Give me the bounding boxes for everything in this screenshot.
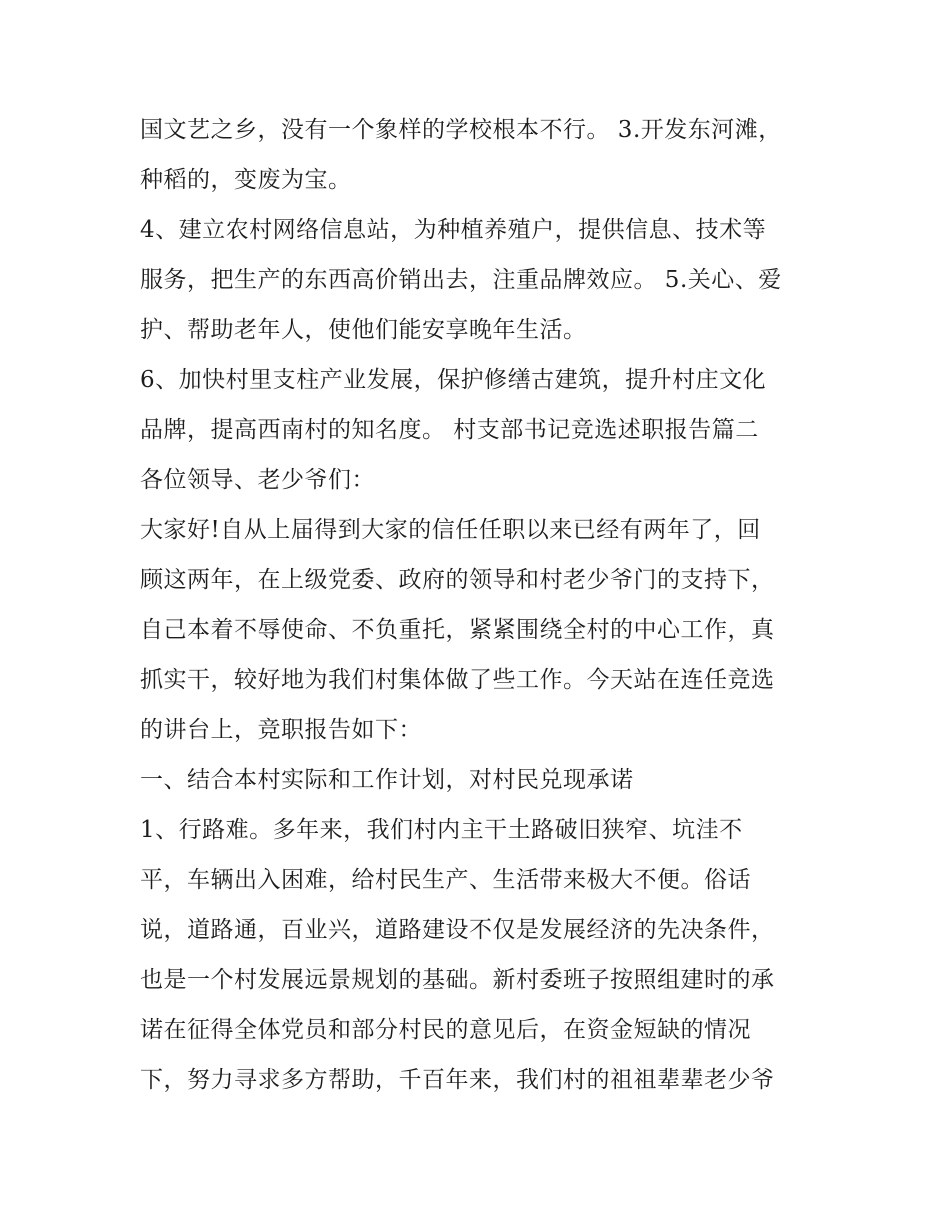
text-line: 抓实干，较好地为我们村集体做了些工作。今天站在连任竞选 [140, 667, 775, 693]
text-line: 自己本着不辱使命、不负重托，紧紧围绕全村的中心工作，真 [140, 617, 775, 643]
text-line: 平，车辆出入困难，给村民生产、生活带来极大不便。俗话 [140, 867, 751, 893]
text-line: 诺在征得全体党员和部分村民的意见后，在资金短缺的情况 [140, 1017, 751, 1043]
text-line: 国文艺之乡，没有一个象样的学校根本不行。 3.开发东河滩， [140, 117, 782, 143]
text-line: 种稻的，变废为宝。 [140, 167, 352, 193]
text-line: 下，努力寻求多方帮助，千百年来，我们村的祖祖辈辈老少爷 [140, 1067, 775, 1093]
text-line: 服务，把生产的东西高价销出去，注重品牌效应。 5.关心、爱 [140, 267, 782, 293]
text-line: 各位领导、老少爷们： [140, 467, 375, 493]
text-line: 6、加快村里支柱产业发展，保护修缮古建筑，提升村庄文化 [140, 367, 767, 393]
text-line: 说，道路通，百业兴，道路建设不仅是发展经济的先决条件， [140, 917, 775, 943]
text-line: 大家好!自从上届得到大家的信任任职以来已经有两年了，回 [140, 517, 761, 543]
text-line: 也是一个村发展远景规划的基础。新村委班子按照组建时的承 [140, 967, 775, 993]
text-line: 4、建立农村网络信息站，为种植养殖户，提供信息、技术等 [140, 217, 767, 243]
text-line: 1、行路难。多年来，我们村内主干土路破旧狭窄、坑洼不 [140, 817, 743, 843]
text-line: 护、帮助老年人，使他们能安享晚年生活。 [140, 317, 587, 343]
text-line: 品牌，提高西南村的知名度。 村支部书记竞选述职报告篇二 [140, 417, 759, 443]
text-line: 顾这两年，在上级党委、政府的领导和村老少爷门的支持下， [140, 567, 775, 593]
section-heading: 一、结合本村实际和工作计划，对村民兑现承诺 [140, 767, 634, 793]
text-line: 的讲台上，竞职报告如下： [140, 717, 422, 743]
